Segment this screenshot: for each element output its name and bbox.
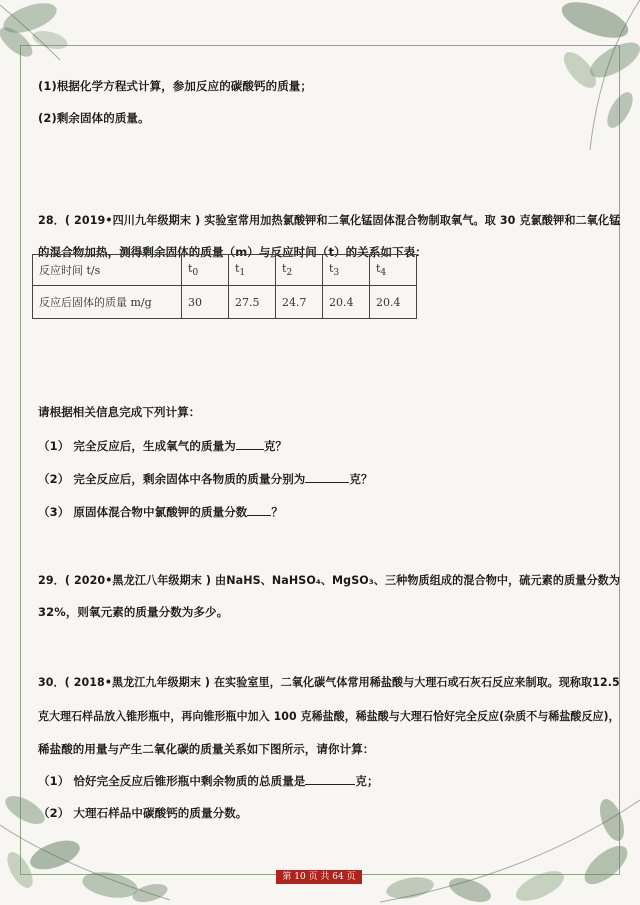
answer-blank[interactable] xyxy=(305,470,349,483)
q30-line-2: 克大理石样品放入锥形瓶中，再向锥形瓶中加入 100 克稀盐酸，稀盐酸与大理石恰好完全反应(杂质不与稀盐酸反应)， xyxy=(38,709,620,723)
q28-sub-question-1: （1） 完全反应后，生成氧气的质量为 克？ xyxy=(38,439,288,453)
q30-line-3: 稀盐酸的用量与产生二氧化碳的质量关系如下图所示，请你计算： xyxy=(38,742,375,756)
table-cell-time: $t_1$ xyxy=(229,255,276,286)
q28-sub-question-3: （3） 原固体混合物中氯酸钾的质量分数 ？ xyxy=(38,505,284,519)
reaction-data-table xyxy=(32,254,417,319)
q28-stem-line-1: 28．( 2019•四川九年级期末 ) 实验室常用加热氯酸钾和二氧化锰固体混合物制取氧气。取 30 克氯酸钾和二氧化锰 xyxy=(38,213,621,227)
q30-line-1: 30．( 2018•黑龙江九年级期末 ) 在实验室里，二氧化碳气体常用稀盐酸与大理石或石灰石反应来制取。现称取12.5 xyxy=(38,675,620,689)
q30-sub-question-2: （2） 大理石样品中碳酸钙的质量分数。 xyxy=(38,806,248,820)
q27-item-2: (2)剩余固体的质量。 xyxy=(38,111,150,125)
leaf-decoration-bottom-left xyxy=(0,785,170,905)
q28-prompt: 请根据相关信息完成下列计算： xyxy=(38,405,201,419)
q28-sub-question-2: （2） 完全反应后，剩余固体中各物质的质量分别为 克？ xyxy=(38,472,373,486)
table-cell-time: $t_0$ xyxy=(182,255,229,286)
q30-sub-question-1: （1） 恰好完全反应后锥形瓶中剩余物质的总质量是 克； xyxy=(38,774,379,788)
q27-item-1: (1)根据化学方程式计算，参加反应的碳酸钙的质量； xyxy=(38,79,313,93)
table-header-time: 反应时间 t/s xyxy=(33,255,182,286)
table-row-time xyxy=(33,255,417,286)
table-cell-time: $t_3$ xyxy=(323,255,370,286)
q29-line-1: 29．( 2020•黑龙江八年级期末 ) 由NaHS、NaHSO₄、MgSO₃、三种物质组成的混合物中，硫元素的质量分数为 xyxy=(38,573,621,587)
table-row-mass xyxy=(33,286,417,319)
answer-blank[interactable] xyxy=(305,772,355,785)
leaf-decoration-bottom-right xyxy=(380,790,640,905)
table-cell-mass: 30 xyxy=(182,286,229,319)
answer-blank[interactable] xyxy=(236,437,264,450)
table-cell-time: $t_2$ xyxy=(276,255,323,286)
leaf-decoration-top-left xyxy=(0,0,90,80)
answer-blank[interactable] xyxy=(247,503,271,516)
q28-stem-line-2: 的混合物加热，测得剩余固体的质量（m）与反应时间（t）的关系如下表： xyxy=(38,245,427,259)
table-cell-mass: 27.5 xyxy=(229,286,276,319)
table-header-mass: 反应后固体的质量 m/g xyxy=(33,286,182,319)
page-number-footer: 第 10 页 共 64 页 xyxy=(276,870,362,884)
table-cell-time: $t_4$ xyxy=(370,255,417,286)
table-cell-mass: 20.4 xyxy=(323,286,370,319)
leaf-decoration-top-right xyxy=(520,0,640,150)
table-cell-mass: 20.4 xyxy=(370,286,417,319)
q29-line-2: 32%，则氧元素的质量分数为多少。 xyxy=(38,605,229,619)
table-cell-mass: 24.7 xyxy=(276,286,323,319)
